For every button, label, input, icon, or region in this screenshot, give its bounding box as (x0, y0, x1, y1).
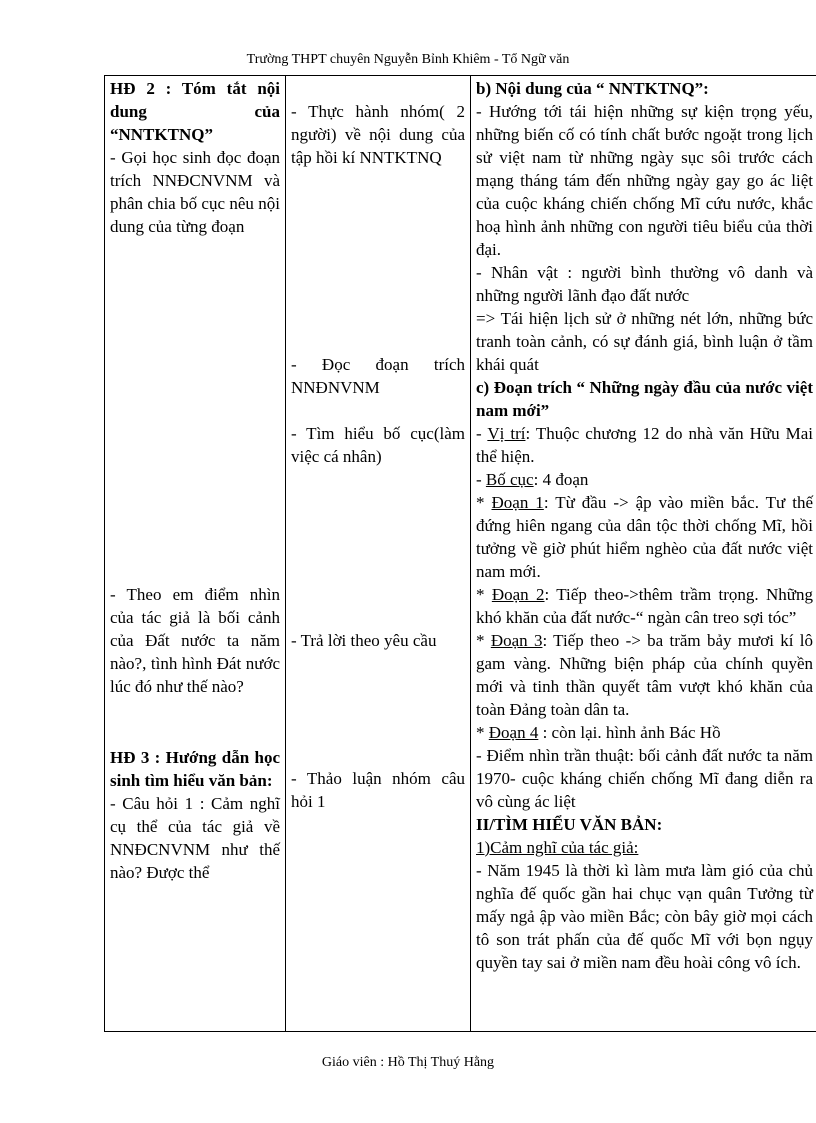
hd2-instruction: - Gọi học sinh đọc đoạn trích NNĐCNVNM và phân chia bố cục nêu nội dung của từng đoạn (110, 148, 280, 236)
doan1-text: : Từ đầu -> ập vào miền bắc. Tư thế đứng hiên ngang của dân tộc thời chống Mĩ, hồi tưởng về giờ phút hiểm nghèo của đất nước việt nam mới. (476, 493, 814, 581)
doan2-line: * Đoạn 2: Tiếp theo->thêm trầm trọng. Những khó khăn của đất nước-“ ngàn cân treo sợi tóc” (476, 585, 813, 627)
practice-text: - Thực hành nhóm( 2 người) về nội dung của tập hồi kí NNTKTNQ (291, 102, 465, 167)
hd3-question: - Câu hỏi 1 : Cảm nghĩ cụ thể của tác giả về NNĐCNVNM như thế nào? Được thể (110, 794, 280, 882)
section-c-title: c) Đoạn trích “ Những ngày đầu của nước việt nam mới” (476, 378, 813, 420)
spacer (291, 399, 465, 422)
student-activity-column (286, 76, 471, 1032)
lesson-table (104, 75, 816, 1032)
layout-text: : 4 đoạn (533, 470, 589, 489)
doan4-text: : còn lại. hình ảnh Bác Hồ (538, 723, 721, 742)
page-header: Trường THPT chuyên Nguyễn Bỉnh Khiêm - Tổ Ngữ văn (246, 52, 570, 67)
answer-text: - Trả lời theo yêu cầu (291, 631, 437, 650)
section-b-title: b) Nội dung của “ NNTKTNQ”: (476, 79, 709, 98)
spacer (291, 468, 465, 629)
s1-title: 1)Cảm nghĩ của tác giả: (476, 838, 639, 857)
content-column (471, 76, 816, 1032)
doan4-label: Đoạn 4 (488, 723, 539, 742)
spacer (110, 698, 280, 746)
doan3-label: Đoạn 3 (490, 631, 543, 650)
position-text: : Thuộc chương 12 do nhà văn Hữu Mai thể hiện. (476, 424, 814, 466)
section-b-para1: - Hướng tới tái hiện những sự kiện trọng yếu, những biến cố có tính chất bước ngoặt trong lịch sử việt nam từ những ngày sục sôi trước cách mạng tháng tám đến những ngày gay go ác liệt của cuộc kháng chiến chống Mĩ cứu nước, khắc hoạ hình ảnh những con người tiêu biểu của thời đại. (476, 102, 813, 259)
spacer (291, 169, 465, 353)
read-text: - Đọc đoạn trích NNĐNVNM (291, 355, 465, 397)
section-b-para3: => Tái hiện lịch sử ở những nét lớn, những bức tranh toàn cảnh, có sự đánh giá, bình luận ở tầm khái quát (476, 309, 813, 374)
spacer (291, 652, 465, 767)
doan1-line: * Đoạn 1: Từ đầu -> ập vào miền bắc. Tư thế đứng hiên ngang của dân tộc thời chống Mĩ, hồi tưởng về giờ phút hiểm nghèo của đất nước việt nam mới. (476, 493, 814, 581)
hd3-title: HĐ 3 : Hướng dẫn học sinh tìm hiểu văn bản: (110, 748, 280, 790)
doan3-line: * Đoạn 3: Tiếp theo -> ba trăm bảy mươi kí lô gam vàng. Những biện pháp của chính quyền mới và tinh thần quyết tâm vượt khó khăn của toàn Đảng toàn dân ta. (476, 631, 814, 719)
view-point: - Điểm nhìn trần thuật: bối cảnh đất nước ta năm 1970- cuộc kháng chiến chống Mĩ đang diễn ra vô cùng ác liệt (476, 746, 813, 811)
spacer (110, 238, 280, 583)
layout-label: Bố cục (485, 470, 534, 489)
doan1-label: Đoạn 1 (491, 493, 544, 512)
doan2-text: : Tiếp theo->thêm trầm trọng. Những khó khăn của đất nước-“ ngàn cân treo sợi tóc” (476, 585, 813, 627)
position-label: Vị trí (487, 424, 526, 443)
doan4-line: * Đoạn 4 : còn lại. hình ảnh Bác Hồ (476, 723, 721, 742)
doan3-text: : Tiếp theo -> ba trăm bảy mươi kí lô gam vàng. Những biện pháp của chính quyền mới và tinh thần quyết tâm vượt khó khăn của toàn Đảng toàn dân ta. (476, 631, 814, 719)
teacher-activity-column (105, 76, 286, 1032)
page-footer: Giáo viên : Hồ Thị Thuý Hằng (321, 1055, 495, 1070)
layout-text: - Tìm hiểu bố cục(làm việc cá nhân) (291, 424, 465, 466)
s1-text: - Năm 1945 là thời kì làm mưa làm gió của chủ nghĩa đế quốc gần hai chục vạn quân Tưởng từ mấy ngả ập vào miền Bắc; còn bây giờ mọi cách tô son trát phấn của đế quốc Mĩ với bọn ngụy quyền tay sai ở miền nam đều hoài công vô ích. (476, 861, 813, 972)
position-line: - Vị trí: Thuộc chương 12 do nhà văn Hữu Mai thể hiện. (476, 424, 814, 466)
layout-line: - Bố cục: 4 đoạn (476, 470, 589, 489)
hd2-title: HĐ 2 : Tóm tắt nội dung của “NNTKTNQ” (110, 79, 280, 144)
question-view: - Theo em điểm nhìn của tác giả là bối cảnh của Đất nước ta năm nào?, tình hình Đát nước lúc đó như thế nào? (110, 585, 280, 696)
discuss-text: - Thảo luận nhóm câu hỏi 1 (291, 769, 465, 811)
section2-title: II/TÌM HIỂU VĂN BẢN: (476, 815, 663, 834)
doan2-label: Đoạn 2 (491, 585, 545, 604)
section-b-para2: - Nhân vật : người bình thường vô danh và những người lãnh đạo đất nước (476, 263, 813, 305)
spacer (291, 77, 465, 100)
